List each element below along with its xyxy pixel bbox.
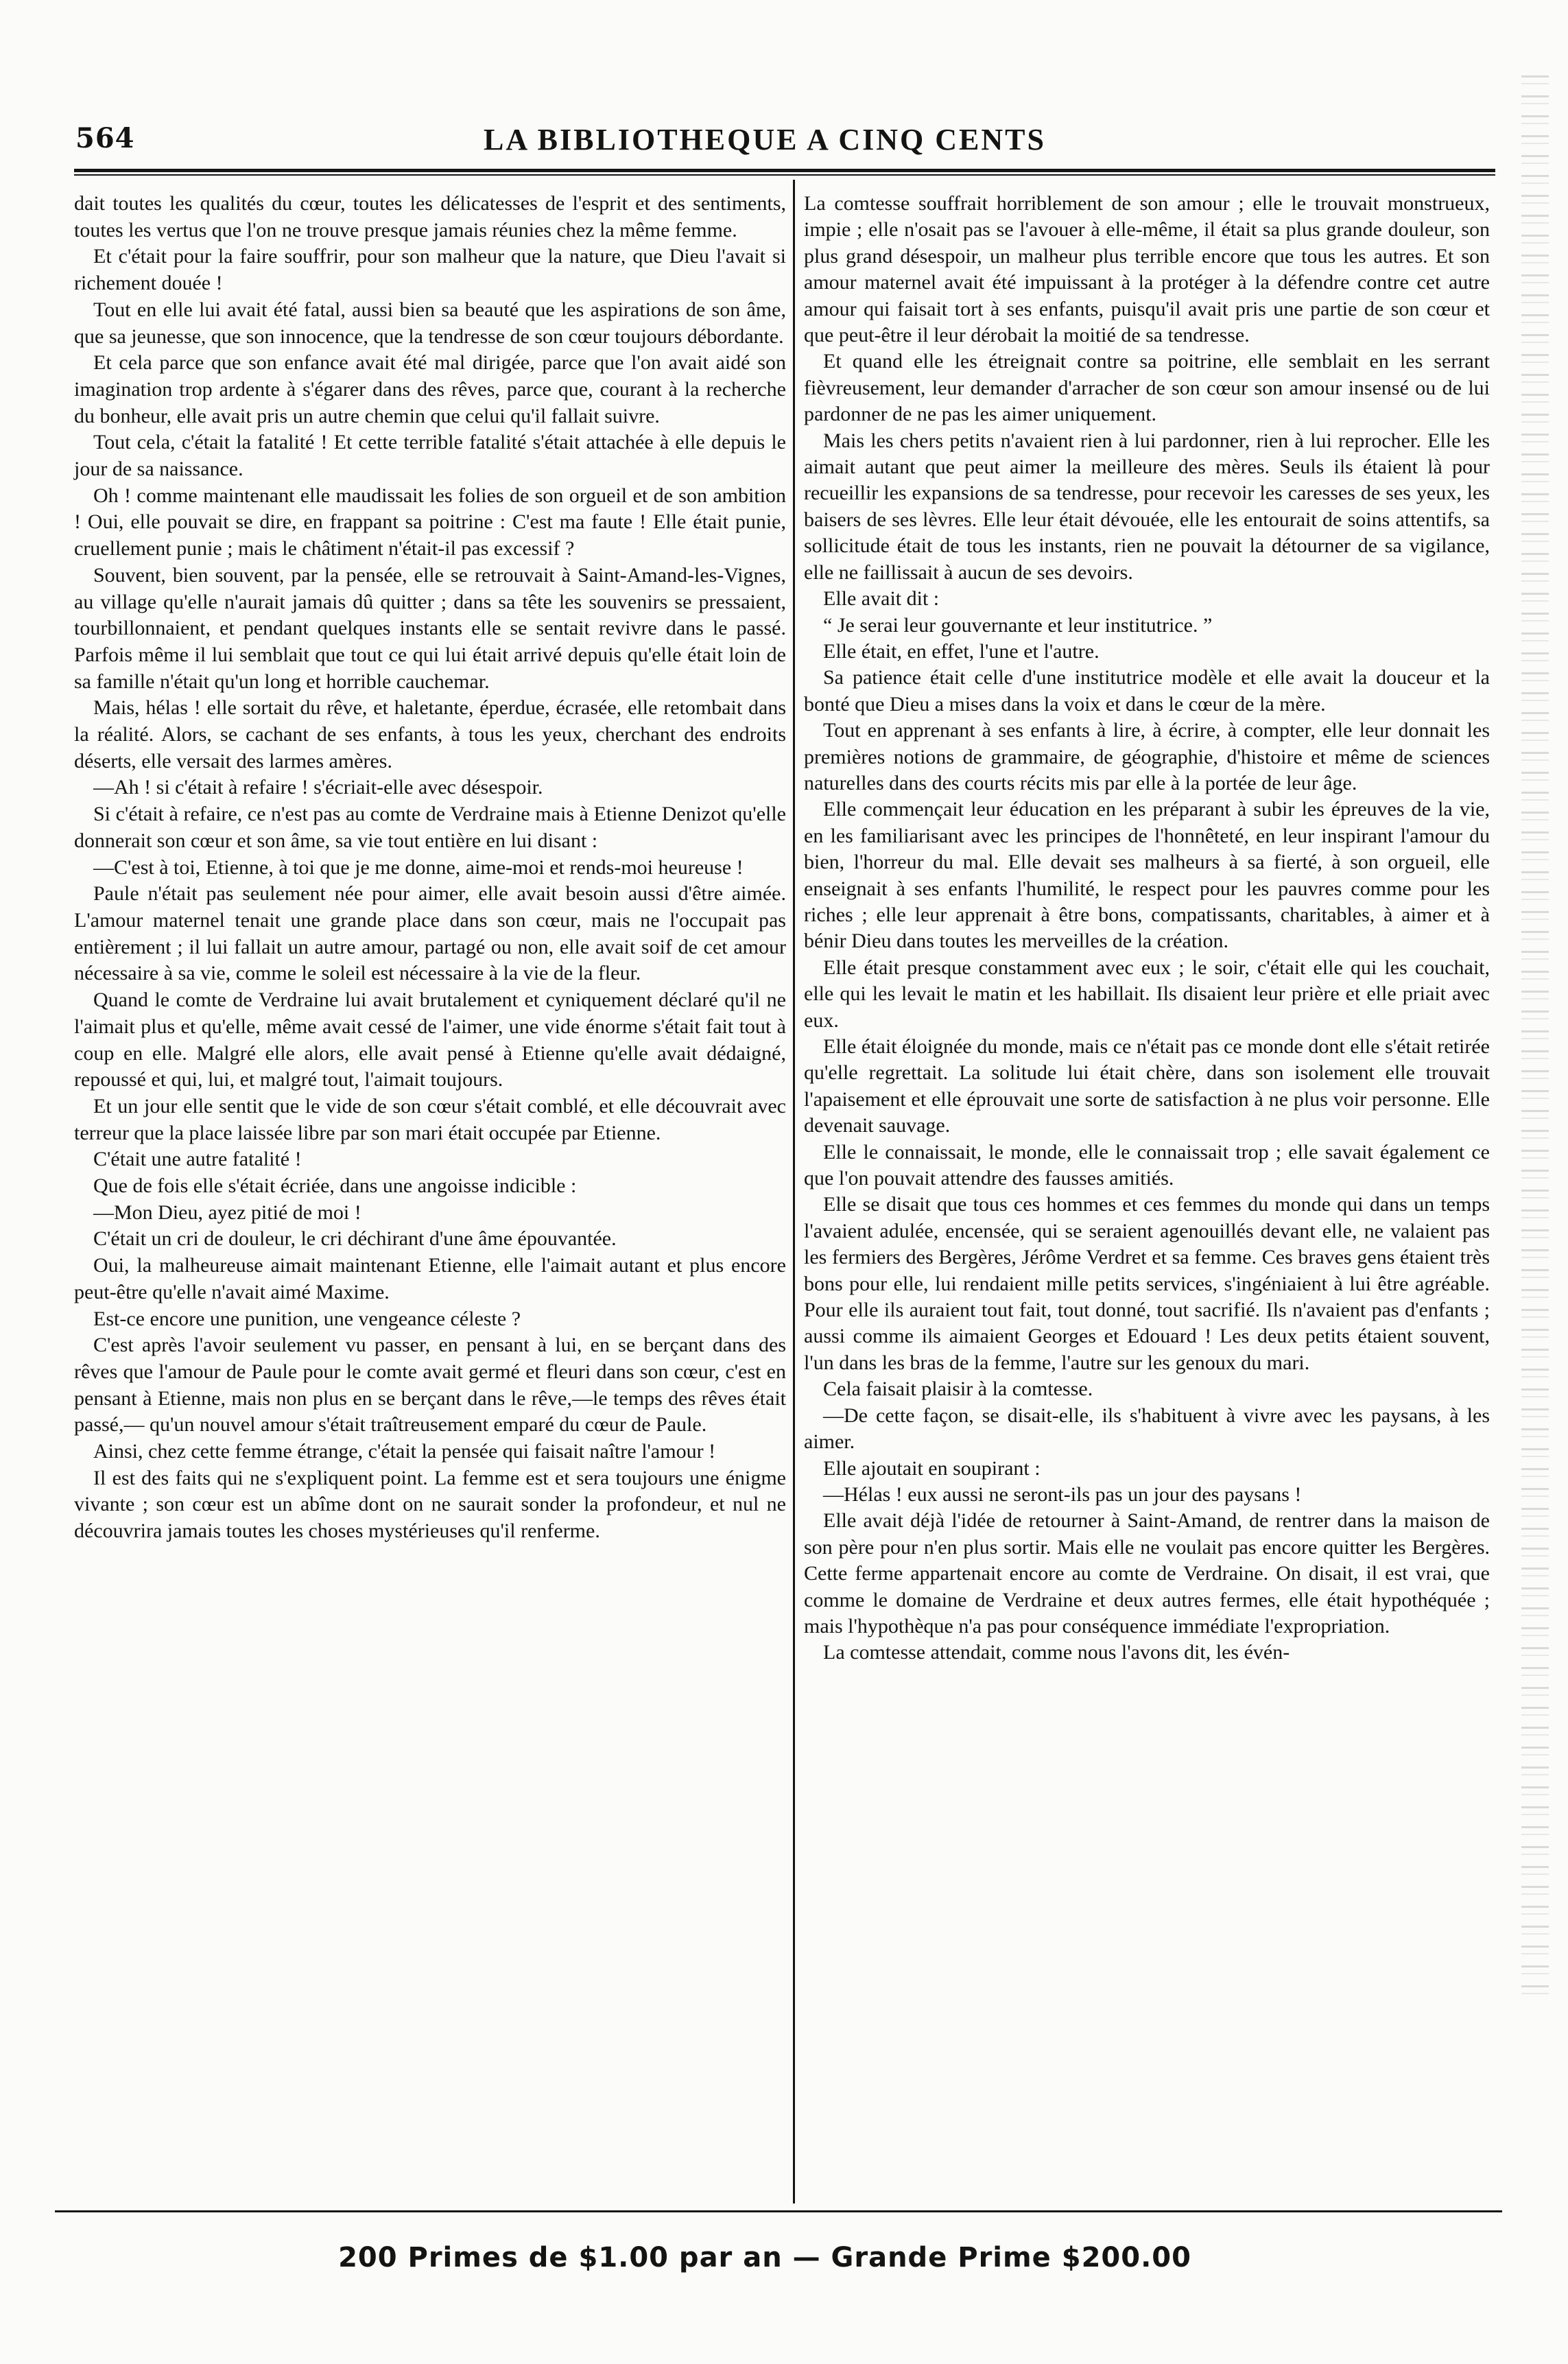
paragraph: Elle était, en effet, l'une et l'autre.: [823, 639, 1100, 663]
paragraph: Souvent, bien souvent, par la pensée, elle se retrouvait à Saint-Amand-les-Vignes, au village qu'elle n'aurait jamais dû quitter ; dans sa tête les souvenirs se pressaient, tourbillonnaient, et pendant quelques instants elle se sentait revivre dans le passé. Parfois même il lui semblait que tout ce qui lui était arrivé depuis qu'elle était loin de sa famille n'était qu'un long et horrible cauchemar.: [74, 563, 786, 693]
paragraph: —Ah ! si c'était à refaire ! s'écriait-elle avec désespoir.: [93, 776, 543, 799]
left-column: [74, 191, 786, 1545]
paragraph: Elle était éloignée du monde, mais ce n'était pas ce monde dont elle s'était retirée qu'elle regrettait. La solitude lui était chère, dans son isolement elle trouvait l'apaisement et elle éprouvait une sorte de satisfaction à ne plus voir personne. Elle devenait sauvage.: [804, 1035, 1490, 1137]
paragraph: “ Je serai leur gouvernante et leur institutrice. ”: [823, 613, 1213, 637]
paragraph: Il est des faits qui ne s'expliquent point. La femme est et sera toujours une énigme vivante ; son cœur est un abîme dont on ne saurait sonder la profondeur, et nul ne découvrira jamais toutes les choses mystérieuses qu'il renferme.: [74, 1466, 786, 1543]
paragraph: Oui, la malheureuse aimait maintenant Etienne, elle l'aimait autant et plus encore peut-être qu'elle n'avait aimé Maxime.: [74, 1254, 786, 1303]
paragraph: Mais les chers petits n'avaient rien à lui pardonner, rien à lui reprocher. Elle les aimait autant que peut aimer la meilleure des mères. Seuls ils étaient là pour recueillir les expansions de sa tendresse, pour recevoir les caresses de ses yeux, les baisers de ses lèvres. Elle leur était dévouée, elle les entourait de soins attentifs, sa sollicitude était de tous les instants, rien ne pouvait la détourner de sa vigilance, elle ne faillissait à aucun de ses devoirs.: [804, 429, 1490, 584]
paragraph: Tout cela, c'était la fatalité ! Et cette terrible fatalité s'était attachée à elle depuis le jour de sa naissance.: [74, 431, 786, 481]
paragraph: Et un jour elle sentit que le vide de son cœur s'était comblé, et elle découvrait avec terreur que la place laissée libre par son mari était occupée par Etienne.: [74, 1094, 786, 1144]
paragraph: Elle avait déjà l'idée de retourner à Saint-Amand, de rentrer dans la maison de son père pour n'en plus sortir. Mais elle ne voulait pas encore quitter les Bergères. Cette ferme appartenait encore au comte de Verdraine. On disait, il est vrai, que comme le domaine de Verdraine et deux autres fermes, elle était hypothéquée ; mais l'hypothèque n'a pas pour conséquence immédiate l'expropriation.: [804, 1509, 1490, 1638]
paragraph: Ainsi, chez cette femme étrange, c'était la pensée qui faisait naître l'amour !: [93, 1440, 716, 1463]
paragraph: Elle commençait leur éducation en les préparant à subir les épreuves de la vie, en les familiarisant avec les principes de l'honnêteté, en leur inspirant l'amour du bien, l'horreur du mal. Elle devait ses malheurs à sa fierté, à son orgueil, elle enseignait à ses enfants l'humilité, le respect pour les pauvres comme pour les riches ; elle leur apprenait à être bons, compatissants, charitables, à aimer et à bénir Dieu dans toutes les merveilles de la création.: [804, 798, 1490, 953]
footer-banner: 200 Primes de $1.00 par an — Grande Prime $200.00: [338, 2242, 1191, 2273]
paragraph: La comtesse attendait, comme nous l'avons dit, les évén-: [823, 1641, 1290, 1664]
paragraph: C'était un cri de douleur, le cri déchirant d'une âme épouvantée.: [93, 1227, 617, 1251]
paragraph: Oh ! comme maintenant elle maudissait les folies de son orgueil et de son ambition ! Oui, elle pouvait se dire, en frappant sa poitrine : C'est ma faute ! Elle était punie, cruellement punie ; mais le châtiment n'était-il pas excessif ?: [74, 484, 786, 560]
right-column: [804, 191, 1490, 1666]
page-header: [75, 122, 1454, 161]
page-number: 564: [75, 122, 135, 154]
paragraph: Sa patience était celle d'une institutrice modèle et elle avait la douceur et la bonté que Dieu a mises dans la voix et dans le cœur de la mère.: [804, 666, 1490, 716]
running-title: LA BIBLIOTHEQUE A CINQ CENTS: [483, 123, 1046, 156]
footer-rule: [55, 2210, 1502, 2212]
paragraph: Elle était presque constamment avec eux ; le soir, c'était elle qui les couchait, elle qui les levait le matin et les habillait. Ils disaient leur prière et elle priait avec eux.: [804, 956, 1490, 1032]
paragraph: dait toutes les qualités du cœur, toutes les délicatesses de l'esprit et des sentiments, toutes les vertus que l'on ne trouve presque jamais réunies chez la même femme.: [74, 192, 786, 241]
paragraph: —Mon Dieu, ayez pitié de moi !: [93, 1201, 361, 1224]
paragraph: Tout en apprenant à ses enfants à lire, à écrire, à compter, elle leur donnait les premières notions de grammaire, de géographie, d'histoire et même de sciences naturelles dans des courts récits mis par elle à la portée de leur âge.: [804, 719, 1490, 794]
paragraph: Si c'était à refaire, ce n'est pas au comte de Verdraine mais à Etienne Denizot qu'elle donnerait son cœur et son âme, sa vie tout entière en lui disant :: [74, 803, 786, 852]
paragraph: Que de fois elle s'était écriée, dans une angoisse indicible :: [93, 1174, 577, 1198]
paragraph: Cela faisait plaisir à la comtesse.: [823, 1378, 1093, 1401]
paragraph: Mais, hélas ! elle sortait du rêve, et haletante, éperdue, écrasée, elle retombait dans la réalité. Alors, se cachant de ses enfants, à tous les yeux, cherchant des endroits déserts, elle versait des larmes amères.: [74, 696, 786, 772]
paragraph: Et cela parce que son enfance avait été mal dirigée, parce que l'on avait aidé son imagination trop ardente à s'égarer dans des rêves, parce que, courant à la recherche du bonheur, elle avait pris un autre chemin que celui qu'il fallait suivre.: [74, 351, 786, 427]
paragraph: C'est après l'avoir seulement vu passer, en pensant à lui, en se berçant dans des rêves que l'amour de Paule pour le comte avait germé et fleuri dans son cœur, c'est en pensant à Etienne, mais non plus en se berçant dans le rêve,—le temps des rêves était passé,— qu'un nouvel amour s'était traîtreusement emparé du cœur de Paule.: [74, 1334, 786, 1437]
paragraph: Est-ce encore une punition, une vengeance céleste ?: [93, 1307, 521, 1330]
header-rule: [74, 169, 1495, 172]
paragraph: —Hélas ! eux aussi ne seront-ils pas un jour des paysans !: [823, 1482, 1302, 1506]
margin-scan-noise: [1521, 75, 1549, 1996]
paragraph: Elle se disait que tous ces hommes et ces femmes du monde qui dans un temps l'avaient adulée, encensée, qui se seraient agenouillés devant elle, ne valaient pas les fermiers des Bergères, Jérôme Verdret et sa femme. Ces braves gens étaient très bons pour elle, lui rendaient mille petits services, s'ingéniaient à lui être agréable. Pour elle ils auraient tout fait, tout donné, tout sacrifié. Ils n'avaient pas d'enfants ; aussi comme ils aimaient Georges et Edouard ! Les deux petits étaient souvent, l'un dans les bras de la femme, l'autre sur les genoux du mari.: [804, 1193, 1490, 1374]
paragraph: Tout en elle lui avait été fatal, aussi bien sa beauté que les aspirations de son âme, que sa jeunesse, que son innocence, que la tendresse de son cœur toujours débordante.: [74, 298, 786, 348]
paragraph: Et quand elle les étreignait contre sa poitrine, elle semblait en les serrant fièvreusement, leur demander d'arracher de son cœur son amour insensé ou de lui pardonner de ne pas les aimer uniquement.: [804, 350, 1490, 426]
paragraph: Elle ajoutait en soupirant :: [823, 1456, 1041, 1480]
paragraph: C'était une autre fatalité !: [93, 1148, 302, 1171]
paragraph: Elle avait dit :: [823, 587, 940, 611]
paragraph: Paule n'était pas seulement née pour aimer, elle avait besoin aussi d'être aimée. L'amour maternel tenait une grande place dans son cœur, mais ne l'occupait pas entièrement ; il lui fallait un autre amour, partagé ou non, elle avait soif de cet amour nécessaire à sa vie, comme le soleil est nécessaire à la vie de la fleur.: [74, 882, 786, 985]
paragraph: Quand le comte de Verdraine lui avait brutalement et cyniquement déclaré qu'il ne l'aimait plus et qu'elle, même avait cessé de l'aimer, une vide énorme s'était fait tout à coup en elle. Malgré elle alors, elle avait pensé à Etienne qu'elle avait dédaigné, repoussé et qui, lui, et malgré tout, l'aimait toujours.: [74, 989, 786, 1091]
paragraph: Elle le connaissait, le monde, elle le connaissait trop ; elle savait également ce que l'on pouvait attendre des fausses amitiés.: [804, 1140, 1490, 1190]
paragraph: La comtesse souffrait horriblement de son amour ; elle le trouvait monstrueux, impie ; elle n'osait pas se l'avouer à elle-même, il était sa plus grande douleur, son plus grand désespoir, un malheur plus terrible encore que tous les autres. Et son amour maternel avait été impuissant à la protéger à la défendre contre cet autre amour qui faisait tort à ses enfants, puisqu'il avait pris une partie de son cœur et que peut-être il leur dérobait la moitié de sa tendresse.: [804, 192, 1490, 347]
paragraph: —C'est à toi, Etienne, à toi que je me donne, aime-moi et rends-moi heureuse !: [93, 855, 744, 879]
paragraph: —De cette façon, se disait-elle, ils s'habituent à vivre avec les paysans, à les aimer.: [804, 1404, 1490, 1454]
paragraph: Et c'était pour la faire souffrir, pour son malheur que la nature, que Dieu l'avait si richement douée !: [74, 245, 786, 295]
column-divider: [793, 180, 795, 2203]
header-rule-thin: [74, 174, 1495, 176]
